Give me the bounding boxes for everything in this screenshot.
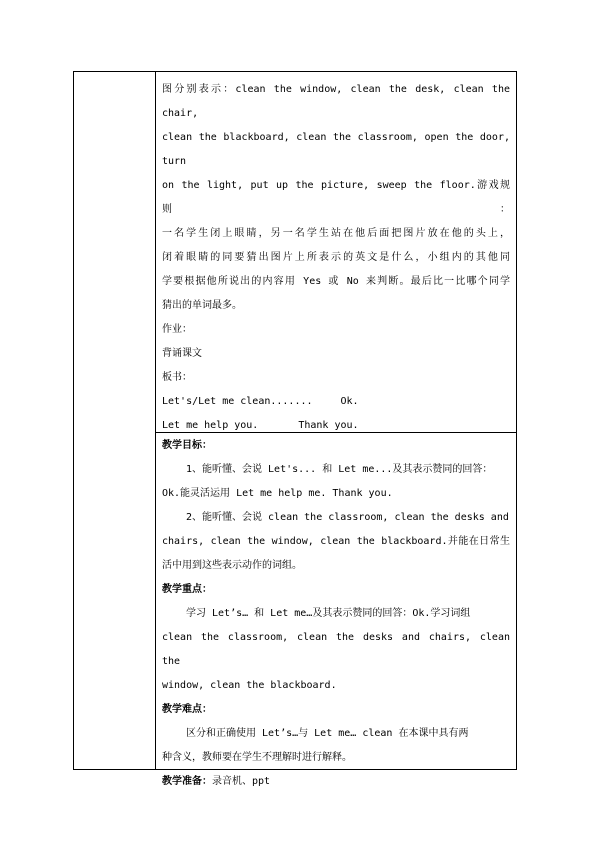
key-points-line: 学习 Let’s… 和 Let me…及其表示赞同的回答：Ok.学习词组 xyxy=(186,608,471,619)
key-points-line: clean the classroom, clean the desks and chairs, clean the xyxy=(162,632,510,667)
key-points-heading: 教学重点： xyxy=(162,584,212,595)
preparation-heading: 教学准备： xyxy=(162,776,212,787)
goals-heading: 教学目标： xyxy=(162,440,212,451)
board-heading: 板书： xyxy=(162,372,192,383)
board-line-2-left: Let me help you. xyxy=(162,420,259,431)
board-line-1 xyxy=(162,390,510,414)
game-rule-line: 闭着眼睛的同要猜出图片上所表示的英文是什么，小组内的其他同 xyxy=(162,252,510,263)
key-points-line: window, clean the blackboard. xyxy=(162,680,337,691)
game-rule-line: 图分别表示：clean the window, clean the desk, clean the chair, xyxy=(162,84,510,119)
game-rule-line: 一名学生闭上眼睛，另一名学生站在他后面把图片放在他的头上， xyxy=(162,228,510,239)
goal-2-line: 2、能听懂、会说 clean the classroom, clean the desks and xyxy=(186,512,509,523)
difficult-points-line: 种含义，教师要在学生不理解时进行解释。 xyxy=(162,752,352,763)
homework-text: 背诵课文 xyxy=(162,348,202,359)
game-rule-line: 学要根据他所说出的内容用 Yes 或 No 来判断。最后比一比哪个同学 xyxy=(162,276,510,287)
game-rule-line: clean the blackboard, clean the classroom, open the door, turn xyxy=(162,132,510,167)
board-line-1-right: Ok. xyxy=(340,396,359,407)
goal-2-line: chairs, clean the window, clean the blackboard.并能在日常生 xyxy=(162,536,510,547)
activity-cell xyxy=(162,78,510,438)
board-line-2-right: Thank you. xyxy=(298,420,359,431)
preparation-text: 录音机、ppt xyxy=(212,776,271,787)
homework-heading: 作业： xyxy=(162,324,192,335)
lesson-plan-table xyxy=(73,71,517,787)
column-divider xyxy=(155,72,156,769)
goal-1-line: Ok.能灵活运用 Let me help me. Thank you. xyxy=(162,488,393,499)
goal-2-line: 活中用到这些表示动作的词组。 xyxy=(162,560,302,571)
board-line-1-left: Let's/Let me clean....... xyxy=(162,396,313,407)
game-rule-line: 猜出的单词最多。 xyxy=(162,300,242,311)
preparation-line xyxy=(162,770,510,794)
difficult-points-line: 区分和正确使用 Let’s…与 Let me… clean 在本课中具有两 xyxy=(186,728,469,739)
difficult-points-heading: 教学难点： xyxy=(162,704,212,715)
goal-1-line: 1、能听懂、会说 Let's... 和 Let me...及其表示赞同的回答： xyxy=(186,464,493,475)
teaching-plan-cell xyxy=(162,434,510,794)
game-rule-line: on the light, put up the picture, sweep the floor.游戏规则： xyxy=(162,180,510,215)
